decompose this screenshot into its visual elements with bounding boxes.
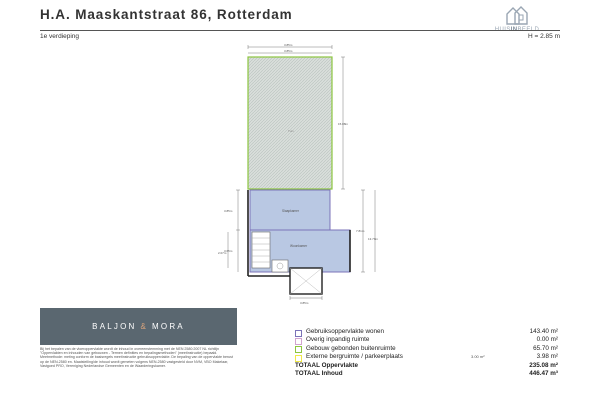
dim-right-2: 13.79m (368, 237, 379, 241)
area-legend (295, 328, 560, 378)
dim-top-width: 3.85m (284, 43, 293, 47)
dim-room1-depth: 3.85m (224, 209, 233, 213)
dim-stair: 2.07m (218, 251, 227, 255)
brand-left: BALJON (92, 322, 137, 331)
total-volume-label: TOTAAL Inhoud (295, 369, 343, 377)
toilet-room (272, 260, 288, 272)
disclaimer-text: Bij het bepalen van de vloeroppervlakte wordt de inhoud in overeenstemming met de NEN 2580:2007 NL richtlijn "Oppervlakten en inhouden van gebouwen - Termen definities en bepalingsmethoden" (meetinstructie) bepaald. Meetmethode: meting conform de basisregels meetinstructie gebruiksoppervlakte. De bepaling van de oppervlakte berust op de NEN-2580 en. Maatstelling/de inhoud wordt gemeten volgens NEN-2580 vastgesteld door NVM, VBO Makelaar, Vastgoed PRO, Vereniging Nederlandse Gemeenten en de Waarderingskamer. (40, 347, 233, 368)
brand-amp: & (140, 322, 149, 331)
legend-total-area (295, 362, 560, 370)
brand-right: MORA (152, 322, 185, 331)
garden-label: Tuin (288, 129, 294, 133)
brand-banner (40, 308, 237, 345)
room-slaapkamer-label: Slaapkamer (282, 209, 300, 213)
dim-total-right: 7.81m (356, 229, 365, 233)
legend-extra: 3.00 m² (471, 354, 485, 360)
dim-garden-depth: 15.88m (338, 122, 349, 126)
dim-room2-depth: 3.65m (224, 249, 233, 253)
floor-plan (200, 40, 380, 305)
legend-label: Externe bergruimte / parkeerplaats (306, 353, 403, 361)
legend-row (295, 345, 560, 353)
legend-label: Overig inpandig ruimte (306, 336, 370, 344)
dim-top-width-2: 3.85m (284, 49, 293, 53)
legend-total-volume (295, 370, 560, 378)
legend-row (295, 336, 560, 344)
total-area-value: 235.08 m² (529, 361, 558, 369)
dim-bottom: 3.85m (300, 301, 309, 305)
legend-row (295, 328, 560, 336)
legend-label: Gebouw gebonden buitenruimte (306, 344, 396, 352)
garden-area (248, 57, 332, 189)
legend-value: 0.00 m² (536, 336, 558, 344)
room-woonkamer-label: Woonkamer (290, 244, 308, 248)
total-area-label: TOTAAL Oppervlakte (295, 361, 358, 369)
total-volume-value: 446.47 m³ (529, 369, 558, 377)
legend-row (295, 353, 560, 361)
floor-label: 1e verdieping (40, 33, 80, 40)
legend-value: 3.98 m² (536, 353, 558, 361)
legend-value: 65.70 m² (533, 344, 558, 352)
ceiling-height: H = 2.85 m (528, 33, 560, 40)
house-logo-icon (505, 5, 529, 25)
header-divider (40, 30, 560, 31)
legend-value: 143.40 m² (529, 328, 558, 335)
page-title: H.A. Maaskantstraat 86, Rotterdam (40, 7, 293, 22)
legend-label: Gebruiksoppervlakte wonen (306, 328, 385, 335)
